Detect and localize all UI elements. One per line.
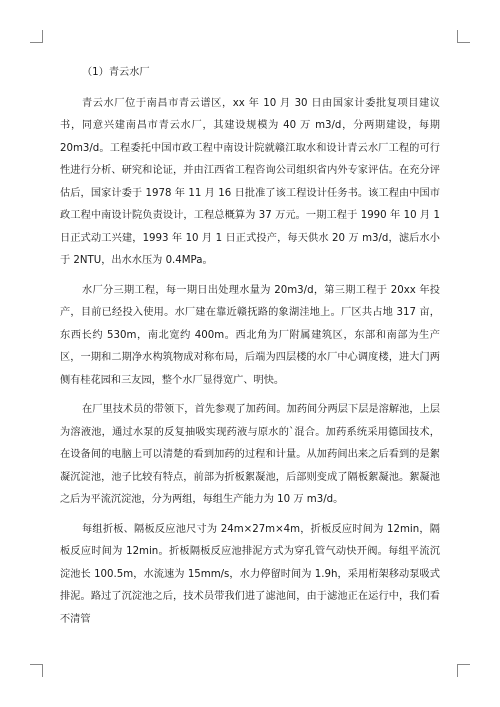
paragraph-3: 在厂里技术员的带领下，首先参观了加药间。加药间分两层下层是溶解池，上层为溶液池，通过水泵的反复抽吸实现药液与原水的`混合。加药系统采用德国技术，在设备间的电脑上可以清楚的看到加药的过程和计量。从加药间出来之后看到的是絮凝沉淀池，池子比较有特点，前部为折板絮凝池，后部则变成了隔板絮凝池。絮凝池之后为平流沉淀池，分为两组，每组生产能力为 10 万 m3/d。 [60, 404, 440, 505]
paragraph-1: 青云水厂位于南昌市青云谱区，xx 年 10 月 30 日由国家计委批复项目建议书，同意兴建南昌市青云水厂，其建设规模为 40 万 m3/d，分两期建设，每期 20m3/d。工程委托中国市政工程中南设计院就赣江取水和设计青云水厂工程的可行性进行分析、研究和论证，并由江西省工程咨询公司组织省内外专家评估。在充分评估后，国家计委于 1978 年 11 月 16 日批准了该工程设计任务书。该工程由中国市政工程中南设计院负责设计，工程总概算为 37 万元。一期工程于 1990 年 10 月 1 日正式动工兴建，1993 年 10 月 1 日正式投产，每天供水 20 万 m3/d，滤后水小于 2NTU，出水水压为 0.4MPa。 [60, 97, 440, 266]
paragraph-2: 水厂分三期工程，每一期日出处理水量为 20m3/d，第三期工程于 20xx 年投产，目前已经投入使用。水厂建在靠近赣抚路的象湖洼地上。厂区共占地 317 亩，东西长约 530m，南北宽约 400m。西北角为厂附属建筑区，东部和南部为生产区，一期和二期净水构筑物成对称布局，后端为四层楼的水厂中心调度楼，进大门两侧有桂花园和三友园，整个水厂显得宽广、明快。 [60, 284, 440, 386]
crop-mark-bottom-left [30, 664, 43, 677]
section-heading: （1）青云水厂 [82, 67, 150, 78]
paragraph-4: 每组折板、隔板反应池尺寸为 24m×27m×4m，折板反应时间为 12min，隔板反应时间为 12min。折板隔板反应池排泥方式为穿孔管气动快开阀。每组平流沉淀池长 100.5m，水流速为 15mm/s，水力停留时间为 1.9h，采用桁架移动泵吸式排泥。路过了沉淀池之后，技术员带我们进了滤池间，由于滤池正在运行中，我们看不清管 [60, 523, 440, 625]
crop-mark-bottom-right [457, 664, 470, 677]
crop-mark-top-right [457, 30, 470, 43]
crop-mark-top-left [30, 30, 43, 43]
document-body [60, 62, 440, 638]
